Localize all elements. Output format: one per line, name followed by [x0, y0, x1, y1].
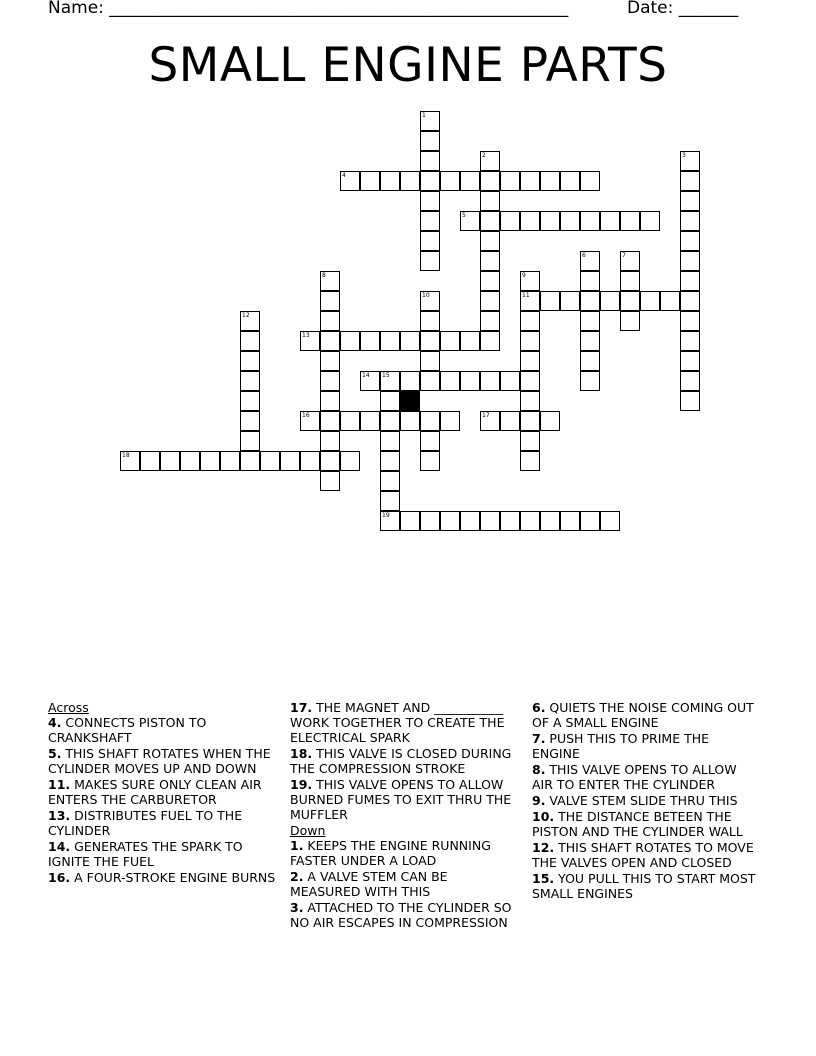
grid-cell[interactable]	[240, 451, 260, 471]
grid-cell[interactable]	[580, 371, 600, 391]
grid-cell[interactable]	[420, 191, 440, 211]
clue-number: 4.	[48, 715, 62, 730]
grid-cell[interactable]	[520, 391, 540, 411]
grid-cell[interactable]	[620, 291, 640, 311]
down-clue-list-continued	[532, 700, 760, 901]
grid-cell[interactable]	[420, 111, 440, 131]
grid-cell[interactable]	[480, 511, 500, 531]
grid-cell[interactable]	[420, 251, 440, 271]
grid-cell[interactable]	[320, 451, 340, 471]
clue-number: 13	[302, 332, 310, 339]
clue-item	[290, 838, 518, 868]
grid-cell[interactable]	[240, 331, 260, 351]
across-clue-list	[48, 715, 276, 885]
grid-cell[interactable]	[560, 211, 580, 231]
grid-cell[interactable]	[280, 451, 300, 471]
clue-column-1	[48, 700, 276, 886]
clue-number: 17.	[290, 700, 313, 715]
grid-cell[interactable]	[420, 231, 440, 251]
grid-cell[interactable]	[680, 331, 700, 351]
grid-cell[interactable]	[300, 451, 320, 471]
clue-number: 14.	[48, 839, 71, 854]
clue-item	[48, 870, 276, 885]
clue-text: YOU PULL THIS TO START MOST SMALL ENGINES	[532, 871, 756, 901]
down-heading: Down	[290, 823, 326, 838]
grid-cell[interactable]	[400, 371, 420, 391]
clue-number: 2	[482, 152, 486, 159]
grid-cell[interactable]	[520, 211, 540, 231]
grid-cell[interactable]	[400, 171, 420, 191]
grid-cell[interactable]	[480, 251, 500, 271]
grid-cell[interactable]	[540, 411, 560, 431]
grid-cell[interactable]	[320, 271, 340, 291]
grid-cell[interactable]	[680, 151, 700, 171]
clue-number: 19	[382, 512, 390, 519]
clue-number: 11.	[48, 777, 71, 792]
grid-cell[interactable]	[520, 511, 540, 531]
grid-cell[interactable]	[200, 451, 220, 471]
grid-cell[interactable]	[320, 371, 340, 391]
page-title: SMALL ENGINE PARTS	[148, 38, 668, 93]
grid-cell[interactable]	[620, 251, 640, 271]
clue-text: THIS SHAFT ROTATES TO MOVE THE VALVES OPEN AND CLOSED	[532, 840, 754, 870]
clue-text: PUSH THIS TO PRIME THE ENGINE	[532, 731, 709, 761]
clue-number: 1.	[290, 838, 304, 853]
grid-cell[interactable]	[240, 411, 260, 431]
clue-item	[532, 762, 760, 792]
grid-cell[interactable]	[420, 331, 440, 351]
clue-number: 12	[242, 312, 250, 319]
grid-cell[interactable]	[240, 431, 260, 451]
grid-cell[interactable]	[540, 511, 560, 531]
clue-item	[290, 746, 518, 776]
grid-cell[interactable]	[520, 431, 540, 451]
clue-text: THIS SHAFT ROTATES WHEN THE CYLINDER MOVES UP AND DOWN	[48, 746, 271, 776]
grid-cell[interactable]	[580, 511, 600, 531]
grid-cell[interactable]	[360, 411, 380, 431]
clue-number: 8	[322, 272, 326, 279]
grid-cell[interactable]	[420, 451, 440, 471]
grid-cell[interactable]	[580, 291, 600, 311]
grid-cell[interactable]	[360, 171, 380, 191]
grid-cell[interactable]	[640, 211, 660, 231]
clue-text: GENERATES THE SPARK TO IGNITE THE FUEL	[48, 839, 243, 869]
grid-cell[interactable]	[160, 451, 180, 471]
clue-text: THIS VALVE OPENS TO ALLOW BURNED FUMES TO EXIT THRU THE MUFFLER	[290, 777, 512, 822]
grid-cell[interactable]	[420, 171, 440, 191]
clue-number: 7	[622, 252, 626, 259]
grid-cell[interactable]	[460, 171, 480, 191]
clue-number: 6.	[532, 700, 546, 715]
clue-item	[532, 809, 760, 839]
clue-number: 11	[522, 292, 530, 299]
grid-cell[interactable]	[140, 451, 160, 471]
grid-cell[interactable]	[180, 451, 200, 471]
clue-number: 12.	[532, 840, 555, 855]
clue-column-3	[532, 700, 760, 902]
grid-cell[interactable]	[620, 271, 640, 291]
grid-cell[interactable]	[440, 411, 460, 431]
clue-number: 19.	[290, 777, 313, 792]
grid-cell[interactable]	[320, 331, 340, 351]
grid-cell[interactable]	[440, 511, 460, 531]
grid-cell[interactable]	[680, 211, 700, 231]
clue-item	[532, 700, 760, 730]
grid-cell[interactable]	[420, 411, 440, 431]
grid-cell[interactable]	[380, 471, 400, 491]
grid-cell[interactable]	[480, 231, 500, 251]
grid-cell[interactable]	[340, 411, 360, 431]
grid-cell[interactable]	[340, 331, 360, 351]
grid-cell[interactable]	[500, 511, 520, 531]
grid-cell[interactable]	[680, 171, 700, 191]
grid-cell[interactable]	[580, 311, 600, 331]
grid-cell[interactable]	[480, 311, 500, 331]
grid-cell[interactable]	[380, 411, 400, 431]
clue-text: A FOUR-STROKE ENGINE BURNS	[70, 870, 276, 885]
clue-number: 5.	[48, 746, 62, 761]
clue-number: 9.	[532, 793, 546, 808]
clue-number: 17	[482, 412, 490, 419]
grid-cell[interactable]	[420, 371, 440, 391]
grid-cell[interactable]	[580, 171, 600, 191]
grid-cell[interactable]	[540, 211, 560, 231]
clue-number: 7.	[532, 731, 546, 746]
grid-cell[interactable]	[560, 171, 580, 191]
clue-text: THIS VALVE OPENS TO ALLOW AIR TO ENTER THE CYLINDER	[532, 762, 737, 792]
clue-number: 14	[362, 372, 370, 379]
clue-item	[48, 777, 276, 807]
grid-cell[interactable]	[420, 351, 440, 371]
grid-cell[interactable]	[440, 171, 460, 191]
grid-cell[interactable]	[620, 311, 640, 331]
clue-item	[290, 869, 518, 899]
grid-cell[interactable]	[240, 351, 260, 371]
grid-cell[interactable]	[380, 511, 400, 531]
grid-cell[interactable]	[520, 371, 540, 391]
grid-cell[interactable]	[680, 231, 700, 251]
clue-item	[48, 839, 276, 869]
grid-cell[interactable]	[680, 311, 700, 331]
grid-cell[interactable]	[520, 171, 540, 191]
grid-cell[interactable]	[240, 371, 260, 391]
grid-cell[interactable]	[680, 191, 700, 211]
grid-cell[interactable]	[480, 371, 500, 391]
clue-number: 13.	[48, 808, 71, 823]
grid-cell[interactable]	[680, 291, 700, 311]
grid-cell[interactable]	[240, 391, 260, 411]
clue-text: DISTRIBUTES FUEL TO THE CYLINDER	[48, 808, 243, 838]
grid-cell[interactable]	[380, 451, 400, 471]
blocked-cell	[400, 391, 420, 411]
grid-cell[interactable]	[520, 291, 540, 311]
grid-cell[interactable]	[500, 411, 520, 431]
clue-text: THE DISTANCE BETEEN THE PISTON AND THE CYLINDER WALL	[532, 809, 743, 839]
grid-cell[interactable]	[420, 511, 440, 531]
grid-cell[interactable]	[600, 211, 620, 231]
grid-cell[interactable]	[680, 251, 700, 271]
grid-cell[interactable]	[640, 291, 660, 311]
grid-cell[interactable]	[320, 311, 340, 331]
grid-cell[interactable]	[420, 131, 440, 151]
grid-cell[interactable]	[520, 351, 540, 371]
grid-cell[interactable]	[320, 411, 340, 431]
grid-cell[interactable]	[520, 411, 540, 431]
grid-cell[interactable]	[320, 391, 340, 411]
grid-cell[interactable]	[360, 371, 380, 391]
grid-cell[interactable]	[680, 271, 700, 291]
date-line: Date: _______	[627, 0, 739, 18]
grid-cell[interactable]	[420, 311, 440, 331]
clue-item	[532, 840, 760, 870]
grid-cell[interactable]	[480, 271, 500, 291]
clue-number: 6	[582, 252, 586, 259]
clue-number: 1	[422, 112, 426, 119]
clue-number: 10.	[532, 809, 555, 824]
grid-cell[interactable]	[580, 251, 600, 271]
grid-cell[interactable]	[480, 151, 500, 171]
grid-cell[interactable]	[120, 451, 140, 471]
clue-number: 3	[682, 152, 686, 159]
grid-cell[interactable]	[240, 311, 260, 331]
clue-column-2	[290, 700, 518, 931]
grid-cell[interactable]	[660, 291, 680, 311]
grid-cell[interactable]	[460, 331, 480, 351]
clue-number: 9	[522, 272, 526, 279]
clue-item	[532, 731, 760, 761]
clue-number: 18.	[290, 746, 313, 761]
grid-cell[interactable]	[480, 171, 500, 191]
clue-number: 2.	[290, 869, 304, 884]
clue-number: 5	[462, 212, 466, 219]
grid-cell[interactable]	[600, 291, 620, 311]
clue-number: 15	[382, 372, 390, 379]
clue-text: THIS VALVE IS CLOSED DURING THE COMPRESSION STROKE	[290, 746, 512, 776]
name-line: Name: ______________________________________________________	[48, 0, 569, 18]
grid-cell[interactable]	[440, 331, 460, 351]
grid-cell[interactable]	[340, 451, 360, 471]
grid-cell[interactable]	[680, 391, 700, 411]
grid-cell[interactable]	[620, 211, 640, 231]
grid-cell[interactable]	[320, 471, 340, 491]
grid-cell[interactable]	[480, 411, 500, 431]
clue-item	[48, 715, 276, 745]
grid-cell[interactable]	[380, 171, 400, 191]
grid-cell[interactable]	[480, 191, 500, 211]
clue-number: 10	[422, 292, 430, 299]
clue-number: 4	[342, 172, 346, 179]
grid-cell[interactable]	[420, 431, 440, 451]
grid-cell[interactable]	[380, 371, 400, 391]
grid-cell[interactable]	[420, 291, 440, 311]
clue-text: MAKES SURE ONLY CLEAN AIR ENTERS THE CARBURETOR	[48, 777, 262, 807]
grid-cell[interactable]	[460, 511, 480, 531]
clue-number: 15.	[532, 871, 555, 886]
grid-cell[interactable]	[320, 431, 340, 451]
grid-cell[interactable]	[520, 331, 540, 351]
grid-cell[interactable]	[440, 371, 460, 391]
grid-cell[interactable]	[520, 451, 540, 471]
grid-cell[interactable]	[500, 371, 520, 391]
grid-cell[interactable]	[480, 331, 500, 351]
clue-number: 18	[122, 452, 130, 459]
grid-cell[interactable]	[540, 291, 560, 311]
grid-cell[interactable]	[520, 311, 540, 331]
grid-cell[interactable]	[380, 331, 400, 351]
grid-cell[interactable]	[580, 351, 600, 371]
grid-cell[interactable]	[680, 351, 700, 371]
grid-cell[interactable]	[480, 211, 500, 231]
clue-item	[290, 700, 518, 745]
clue-text: A VALVE STEM CAN BE MEASURED WITH THIS	[290, 869, 448, 899]
clue-item	[48, 808, 276, 838]
clue-text: ATTACHED TO THE CYLINDER SO NO AIR ESCAPES IN COMPRESSION	[290, 900, 512, 930]
grid-cell[interactable]	[460, 211, 480, 231]
clue-text: CONNECTS PISTON TO CRANKSHAFT	[48, 715, 207, 745]
clue-item	[290, 777, 518, 822]
grid-cell[interactable]	[300, 331, 320, 351]
grid-cell[interactable]	[540, 171, 560, 191]
clue-text: QUIETS THE NOISE COMING OUT OF A SMALL ENGINE	[532, 700, 754, 730]
grid-cell[interactable]	[460, 371, 480, 391]
grid-cell[interactable]	[560, 511, 580, 531]
clue-text: VALVE STEM SLIDE THRU THIS	[545, 793, 738, 808]
clue-number: 16	[302, 412, 310, 419]
grid-cell[interactable]	[360, 331, 380, 351]
grid-cell[interactable]	[380, 431, 400, 451]
grid-cell[interactable]	[260, 451, 280, 471]
clue-number: 16.	[48, 870, 71, 885]
grid-cell[interactable]	[580, 331, 600, 351]
clue-text: THE MAGNET AND ___________ WORK TOGETHER TO CREATE THE ELECTRICAL SPARK	[290, 700, 505, 745]
grid-cell[interactable]	[580, 271, 600, 291]
grid-cell[interactable]	[320, 291, 340, 311]
grid-cell[interactable]	[420, 151, 440, 171]
grid-cell[interactable]	[580, 211, 600, 231]
grid-cell[interactable]	[500, 171, 520, 191]
grid-cell[interactable]	[340, 171, 360, 191]
across-clue-list-continued	[290, 700, 518, 822]
grid-cell[interactable]	[600, 511, 620, 531]
grid-cell[interactable]	[420, 211, 440, 231]
grid-cell[interactable]	[400, 331, 420, 351]
grid-cell[interactable]	[680, 371, 700, 391]
clue-number: 3.	[290, 900, 304, 915]
clue-item	[532, 871, 760, 901]
clue-item	[532, 793, 760, 808]
grid-cell[interactable]	[560, 291, 580, 311]
clue-item	[290, 900, 518, 930]
grid-cell[interactable]	[500, 211, 520, 231]
grid-cell[interactable]	[400, 411, 420, 431]
clue-number: 8.	[532, 762, 546, 777]
grid-cell[interactable]	[220, 451, 240, 471]
grid-cell[interactable]	[520, 271, 540, 291]
grid-cell[interactable]	[380, 491, 400, 511]
down-clue-list	[290, 838, 518, 930]
grid-cell[interactable]	[480, 291, 500, 311]
grid-cell[interactable]	[300, 411, 320, 431]
grid-cell[interactable]	[400, 511, 420, 531]
grid-cell[interactable]	[320, 351, 340, 371]
grid-cell[interactable]	[380, 391, 400, 411]
clue-text: KEEPS THE ENGINE RUNNING FASTER UNDER A LOAD	[290, 838, 491, 868]
clue-item	[48, 746, 276, 776]
across-heading: Across	[48, 700, 89, 715]
